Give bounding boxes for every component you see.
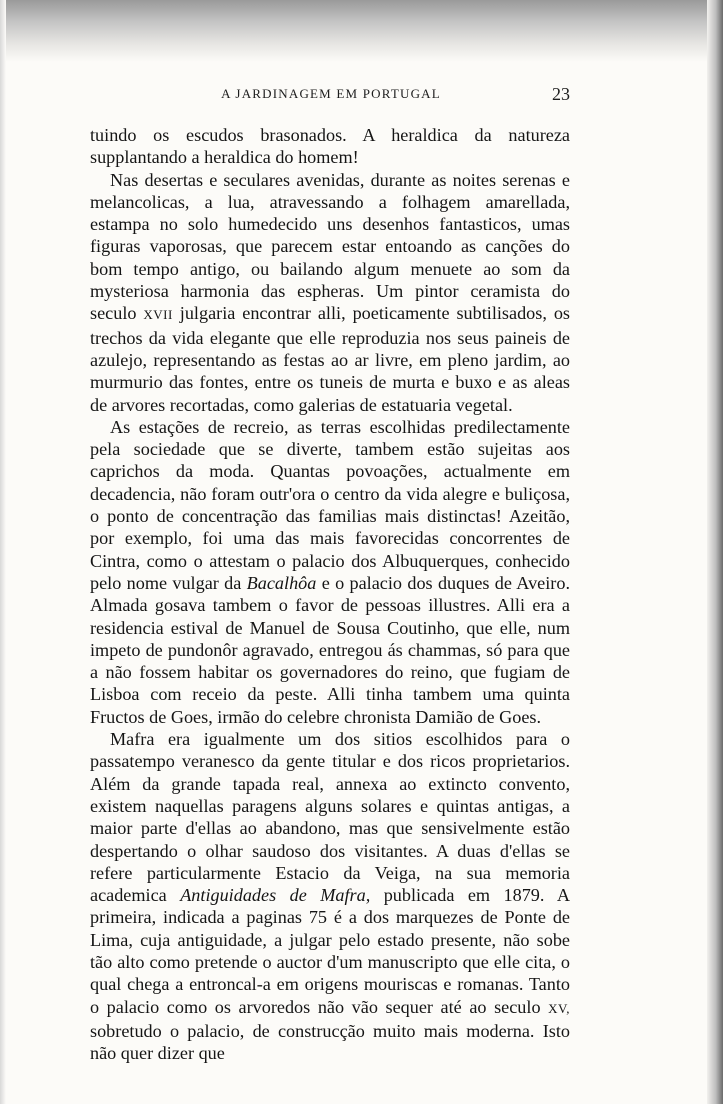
- paragraph-night-avenues: [90, 169, 570, 416]
- paragraph-text: sobretudo o palacio, de construcção muito mais moderna. Isto não quer dizer que: [90, 1020, 570, 1064]
- italic-place-name: Bacalhôa: [246, 572, 317, 593]
- paragraph-mafra: [90, 728, 570, 1064]
- paragraph-continued: [90, 124, 570, 169]
- running-head: A JARDINAGEM EM PORTUGAL: [221, 86, 441, 101]
- scan-right-edge: [707, 0, 723, 1104]
- body-text: [90, 124, 570, 1064]
- century-numeral: XVII: [143, 307, 173, 323]
- scan-top-shadow: [0, 0, 723, 62]
- paragraph-text: As estações de recreio, as terras escolhidas predilectamente pela sociedade que se diverte, tambem estão sujeitas aos caprichos da moda. Quantas povoações, actualmente em decadencia, não foram outr'ora o centro da vida alegre e buliçosa, o ponto de concentração das familias mais distinctas! Azeitão, por exemplo, foi uma das mais favorecidas concorrentes de Cintra, como o attestam o palacio dos Albuquerques, conhecido pelo nome vulgar da: [90, 416, 570, 593]
- paragraph-text: tuindo os escudos brasonados. A heraldica da natureza supplantando a heraldica do homem!: [90, 125, 570, 168]
- paragraph-text: publicada em 1879. A primeira, indicada a paginas 75 é a dos marquezes de Ponte de Lima, cuja antiguidade, a julgar pelo estado presente, não sobe tão alto como pretende o auctor d'um manuscripto que elle cita, o qual chega a entroncal-a em origens mouriscas e romanas. Tanto o palacio como os arvoredos não vão sequer até ao seculo: [90, 885, 571, 1017]
- scan-left-edge: [0, 0, 6, 1104]
- century-numeral: XV,: [548, 1000, 570, 1016]
- page-header: [92, 84, 570, 108]
- paragraph-text: Mafra era igualmente um dos sitios escolhidos para o passatempo veranesco da gente titular e dos ricos proprietarios. Além da grande tapada real, annexa ao extincto convento, existem naquellas paragens alguns solares e quintas antigas, a maior parte d'ellas ao abandono, mas que sensivelmente estão despertando o olhar saudoso dos visitantes. A duas d'ellas se refere particularmente Estacio da Veiga, na sua memoria academica: [90, 729, 570, 906]
- paragraph-text: e o palacio dos duques de Aveiro. Almada gosava tambem o favor de pessoas illustres. Alli era a residencia estival de Manuel de Sousa Coutinho, que elle, num impeto de pundonôr agravado, entregou ás chammas, só para que a não fossem habitar os governadores do reino, que fugiam de Lisboa com receio da peste. Alli tinha tambem uma quinta Fructos de Goes, irmão do celebre chronista Damião de Goes.: [90, 572, 570, 727]
- paragraph-recreation-places: [90, 416, 570, 728]
- paragraph-text: Nas desertas e seculares avenidas, durante as noites serenas e melancolicas, a lua, atravessando a folhagem amarellada, estampa no solo humedecido uns desenhos fantasticos, umas figuras vaporosas, que parecem estar entoando as canções do bom tempo antigo, ou bailando algum menuete ao som da mysteriosa harmonia das espheras. Um pintor ceramista do seculo: [90, 169, 570, 324]
- italic-book-title: Antiguidades de Mafra,: [180, 885, 371, 906]
- paragraph-text: julgaria encontrar alli, poeticamente subtilisados, os trechos da vida elegante que elle reproduzia nos seus paineis de azulejo, representando as festas ao ar livre, em pleno jardim, ao murmurio das fontes, entre os tuneis de murta e buxo e as aleas de arvores recortadas, como galerias de estatuaria vegetal.: [90, 303, 570, 415]
- page-number: 23: [552, 84, 570, 104]
